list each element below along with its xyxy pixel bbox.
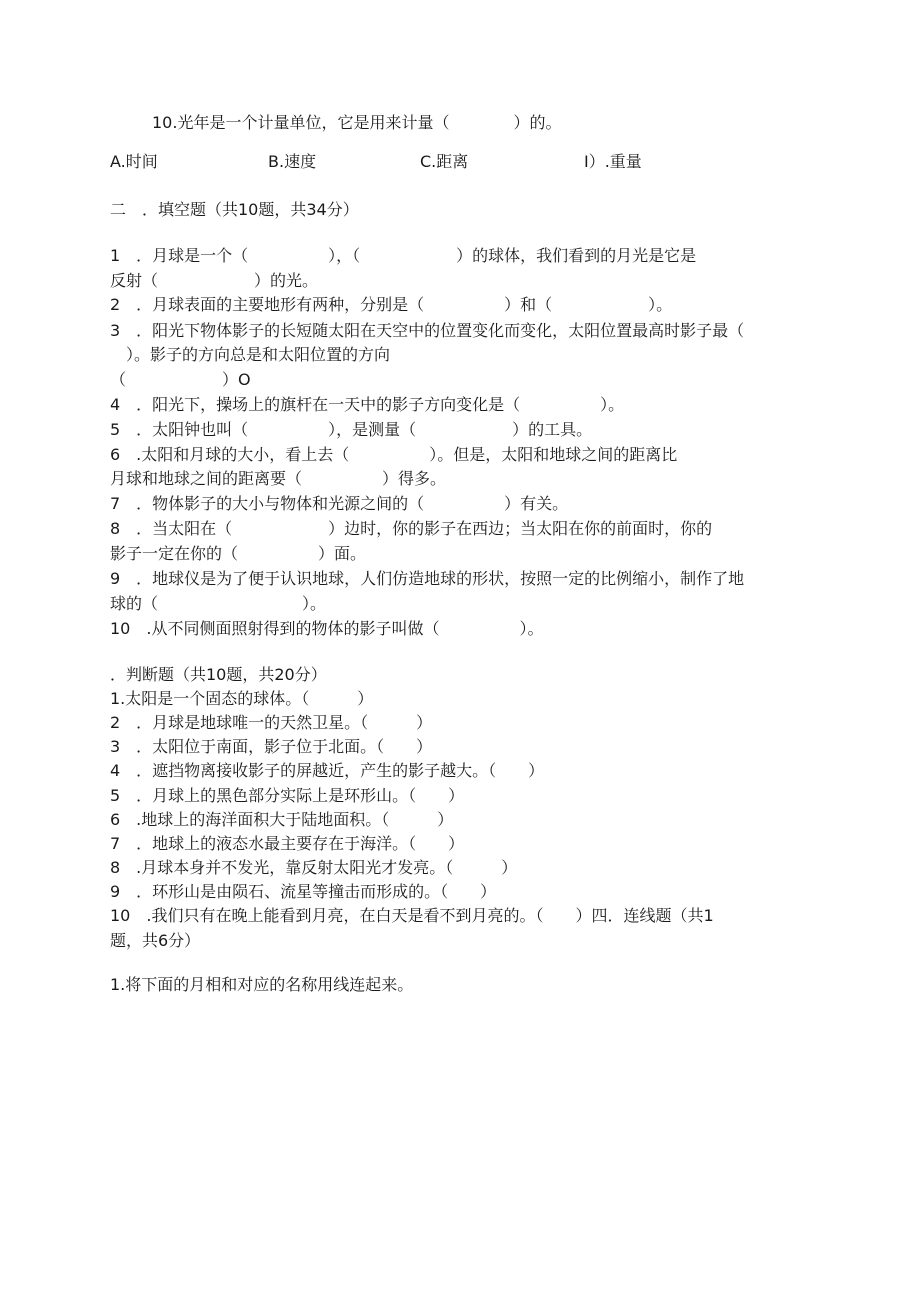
judge-line: 3 ．太阳位于南面，影子位于北面。（ ） [110,737,433,756]
fill-line: 月球和地球之间的距离要（ ）得多。 [110,469,447,488]
option-a: A.时间 [110,152,158,171]
judge-line: 6 .地球上的海洋面积大于陆地面积。（ ） [110,810,454,829]
fill-line: 9 ．地球仪是为了便于认识地球，人们仿造地球的形状，按照一定的比例缩小，制作了地 [110,569,745,588]
fill-line: 2 ．月球表面的主要地形有两种，分别是（ ）和（ ）。 [110,295,673,314]
option-d: I）.重量 [584,152,642,171]
judge-line: 2 ．月球是地球唯一的天然卫星。（ ） [110,713,433,732]
fill-line: 1 ．月球是一个（ ），（ ）的球体，我们看到的月光是它是 [110,246,697,265]
fill-line: 8 ．当太阳在（ ）边时，你的影子在西边；当太阳在你的前面时，你的 [110,519,713,538]
fill-line: 6 .太阳和月球的大小，看上去（ ）。但是，太阳和地球之间的距离比 [110,445,678,464]
judge-line: 10 .我们只有在晚上能看到月亮，在白天是看不到月亮的。（ ）四．连线题（共1 [110,906,714,925]
fill-line: 4 ．阳光下，操场上的旗杆在一天中的影子方向变化是（ ）。 [110,395,625,414]
judge-line: 8 .月球本身并不发光，靠反射太阳光才发亮。（ ） [110,858,518,877]
question-10-stem: 10.光年是一个计量单位，它是用来计量（ ）的。 [152,113,562,132]
fill-line: 3 ．阳光下物体影子的长短随太阳在天空中的位置变化而变化，太阳位置最高时影子最（ [110,321,745,340]
option-c: C.距离 [420,152,469,171]
fill-heading: 二 ．填空题（共10题，共34分） [110,200,359,219]
judge-line: 1.太阳是一个固态的球体。（ ） [110,689,374,708]
judge-line: 7 ．地球上的液态水最主要存在于海洋。（ ） [110,834,465,853]
fill-line: 反射（ ）的光。 [110,271,319,290]
connect-item: 1.将下面的月相和对应的名称用线连起来。 [110,975,414,994]
fill-line: ）。影子的方向总是和太阳位置的方向 [110,345,391,364]
judge-line: 4 ．遮挡物离接收影子的屏越近，产生的影子越大。（ ） [110,761,545,780]
fill-line: 7 ．物体影子的大小与物体和光源之间的（ ）有关。 [110,494,569,513]
fill-line: 10 .从不同侧面照射得到的物体的影子叫做（ ）。 [110,619,544,638]
option-b: B.速度 [268,152,317,171]
fill-line: （ ）O [110,370,251,389]
fill-line: 影子一定在你的（ ）面。 [110,544,367,563]
judge-line: 9 ．环形山是由陨石、流星等撞击而形成的。（ ） [110,882,497,901]
fill-line: 5 ．太阳钟也叫（ ），是测量（ ）的工具。 [110,420,593,439]
fill-line: 球的（ ）。 [110,594,327,613]
judge-heading: ．判断题（共10题，共20分） [110,665,327,684]
judge-line: 题，共6分） [110,931,201,950]
judge-line: 5 ．月球上的黑色部分实际上是环形山。（ ） [110,786,465,805]
